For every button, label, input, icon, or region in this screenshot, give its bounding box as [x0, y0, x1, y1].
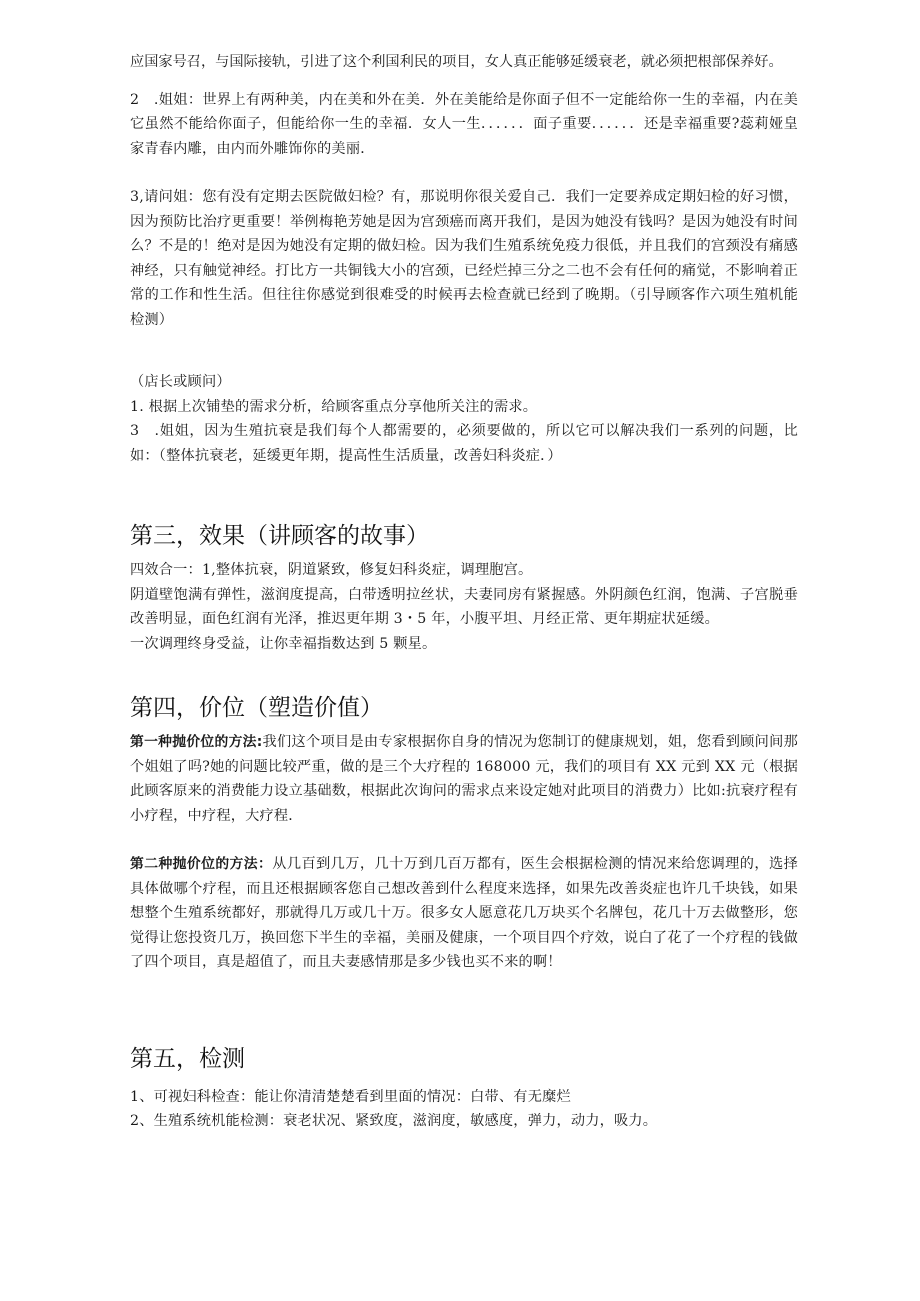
intro-paragraph-3: 3,请问姐：您有没有定期去医院做妇检？有，那说明你很关爱自己．我们一定要养成定期妇检的好习惯，因为预防比治疗更重要！举例梅艳芳她是因为宫颈癌而离开我们，是因为她没有钱吗？是因为她没有时间么？不是的！绝对是因为她没有定期的做妇检。因为我们生殖系统免疫力很低，并且我们的宫颈没有痛感神经，只有触觉神经。打比方一共铜钱大小的宫颈，已经烂掉三分之二也不会有任何的痛觉，不影响着正常的工作和性生活。但往往你感觉到很难受的时候再去检查就已经到了晚期。（引导顾客作六项生殖机能检测） — [130, 189, 798, 328]
section-4-method-2 — [130, 852, 798, 975]
method-2-text: 从几百到几万，几十万到几百万都有，医生会根据检测的情况来给您调理的，选择具体做哪个疗程，而且还根据顾客您自己想改善到什么程度来选择，如果先改善炎症也许几千块钱，如果想整个生殖系统都好，那就得几万或几十万。很多女人愿意花几万块买个名牌包，花几十万去做整形，您觉得让您投资几万，换回您下半生的幸福，美丽及健康，一个项目四个疗效，说白了花了一个疗程的钱做了四个项目，真是超值了，而且夫妻感情那是多少钱也买不来的啊！ — [130, 856, 799, 970]
manager-label: （店长或顾问） — [130, 374, 231, 390]
intro-paragraph-2: 2 .姐姐：世界上有两种美，内在美和外在美．外在美能给是你面子但不一定能给你一生的幸福，内在美它虽然不能给你面子，但能给你一生的幸福．女人一生．．．．．．面子重要．．．．．．还是幸福重要?蕊莉娅皇家青春内雕，由内而外雕饰你的美丽． — [130, 91, 798, 157]
document-page — [130, 48, 798, 1134]
section-3-title: 第三，效果（讲顾客的故事） — [130, 523, 429, 549]
section-3-line-1: 四效合一：1,整体抗衰，阴道紧致，修复妇科炎症，调理胞宫。 — [130, 562, 533, 578]
section-5-item-2: 2、生殖系统机能检测：衰老状况、紧致度，滋润度，敏感度，弹力，动力，吸力。 — [130, 1113, 658, 1129]
method-1-text: 我们这个项目是由专家根据你自身的情况为您制订的健康规划，姐，您看到顾问间那个姐姐了吗?她的问题比较严重，做的是三个大疗程的 168000 元，我们的项目有 XX 元到 XX 元（根据此顾客原来的消费能力设立基础数，根据此次询问的需求点来设定她对此项目的消费力）比如:抗衰疗程有小疗程，中疗程，大疗程． — [130, 734, 798, 824]
section-5-item-1: 1、可视妇科检查：能让你清清楚楚看到里面的情况：白带、有无糜烂 — [130, 1088, 571, 1105]
intro-top-line: 应国家号召，与国际接轨，引进了这个利国利民的项目，女人真正能够延缓衰老，就必须把根部保养好。 — [130, 54, 783, 70]
section-5-title: 第五，检测 — [130, 1045, 245, 1072]
manager-item-3: 3 .姐姐，因为生殖抗衰是我们每个人都需要的，必须要做的，所以它可以解决我们一系列的问题，比如：（整体抗衰老，延缓更年期，提高性生活质量，改善妇科炎症．） — [130, 423, 798, 464]
method-1-label: 第一种抛价位的方法: — [130, 734, 263, 750]
section-3-line-2: 阴道壁饱满有弹性，滋润度提高，白带透明拉丝状，夫妻同房有紧握感。外阴颜色红润，饱满、子宫脱垂改善明显，面色红润有光泽，推迟更年期 3・5 年，小腹平坦、月经正常、更年期症状延缓。 — [130, 586, 798, 627]
method-2-label: 第二种抛价位的方法： — [130, 856, 273, 872]
section-3-line-3: 一次调理终身受益，让你幸福指数达到 5 颗星。 — [130, 635, 437, 652]
section-4-method-1 — [130, 730, 798, 828]
manager-item-1: 1. 根据上次铺垫的需求分析，给顾客重点分享他所关注的需求。 — [130, 398, 538, 415]
section-4-title: 第四，价位（塑造价值） — [130, 695, 383, 721]
